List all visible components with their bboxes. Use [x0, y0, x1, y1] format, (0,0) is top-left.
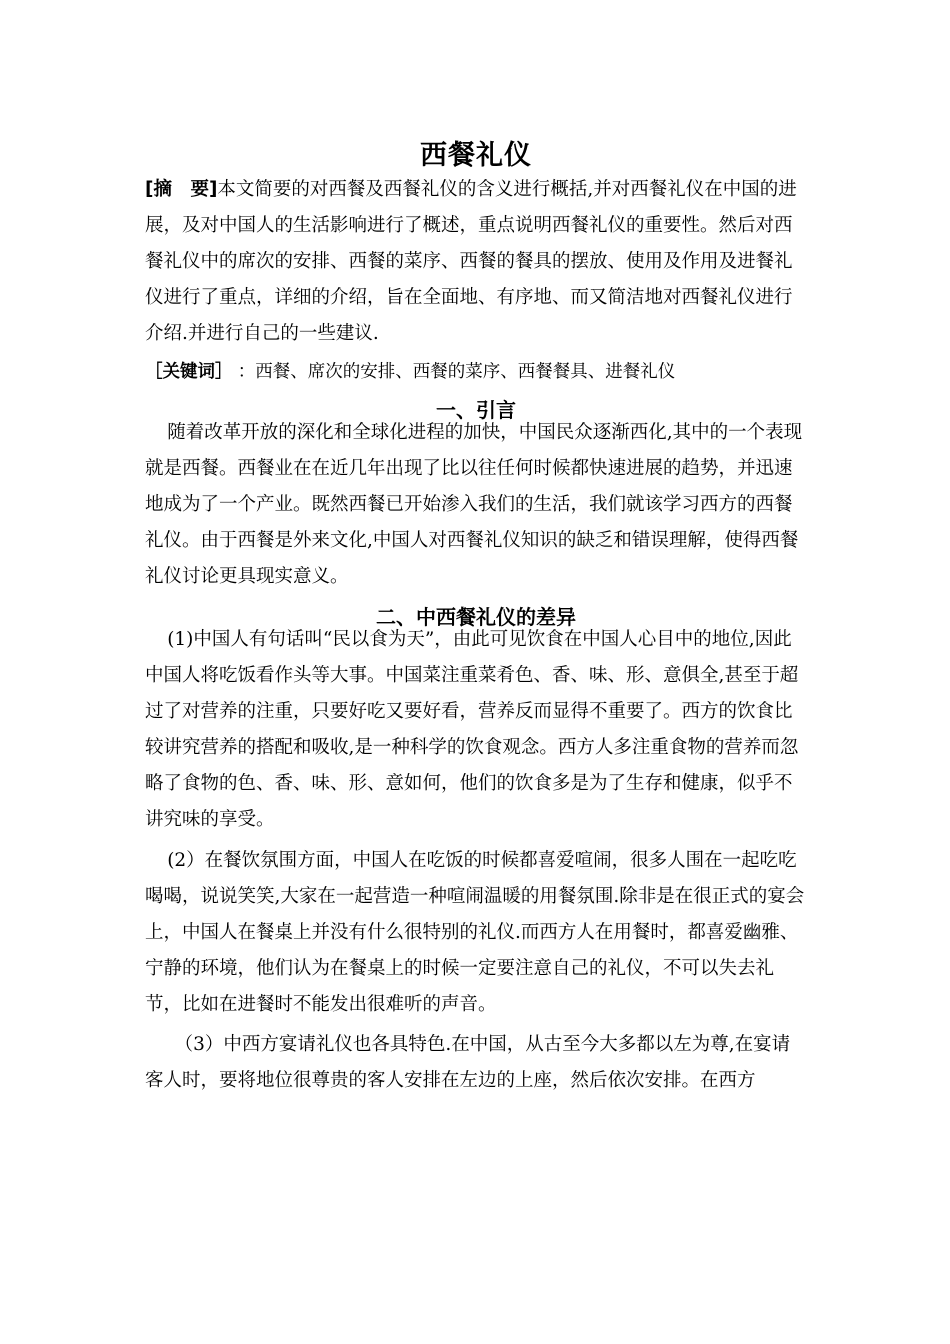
abstract-text: 本文简要的对西餐及西餐礼仪的含义进行概括,并对西餐礼仪在中国的进展，及对中国人的生活影响进行了概述，重点说明西餐礼仪的重要性。然后对西餐礼仪中的席次的安排、西餐的菜序、西餐的餐具的摆放、使用及作用及进餐礼仪进行了重点，详细的介绍，旨在全面地、有序地、而又简洁地对西餐礼仪进行介绍.并进行自己的一些建议. — [145, 179, 797, 344]
keywords-label: ［关键词］ — [145, 362, 224, 382]
document-title: 西餐礼仪 — [420, 140, 532, 171]
keywords-text: ：西餐、席次的安排、西餐的菜序、西餐餐具、进餐礼仪 — [237, 362, 676, 382]
abstract-label: [摘 要] — [145, 179, 218, 200]
section2-paragraph-1: (1)中国人有句话叫“民以食为天”，由此可见饮食在中国人心目中的地位,因此中国人将吃饭看作头等大事。中国菜注重菜肴色、香、味、形、意俱全,甚至于超过了对营养的注重，只要好吃又要好看，营养反而显得不重要了。西方的饮食比较讲究营养的搭配和吸收,是一种科学的饮食观念。西方人多注重食物的营养而忽略了食物的色、香、味、形、意如何，他们的饮食多是为了生存和健康，似乎不讲究味的享受。 — [145, 629, 799, 830]
section2-paragraph-2: (2）在餐饮氛围方面，中国人在吃饭的时候都喜爱喧闹，很多人围在一起吃吃喝喝，说说笑笑,大家在一起营造一种喧闹温暖的用餐氛围.除非是在很正式的宴会上，中国人在餐桌上并没有什么很特别的礼仪.而西方人在用餐时，都喜爱幽雅、宁静的环境，他们认为在餐桌上的时候一定要注意自己的礼仪，不可以失去礼节，比如在进餐时不能发出很难听的声音。 — [145, 850, 805, 1015]
section1-heading: 一、引言 — [436, 398, 516, 422]
section1-paragraph: 随着改革开放的深化和全球化进程的加快，中国民众逐渐西化,其中的一个表现就是西餐。西餐业在在近几年出现了比以往任何时候都快速进展的趋势，并迅速地成为了一个产业。既然西餐已开始渗入我们的生活，我们就该学习西方的西餐礼仪。由于西餐是外来文化,中国人对西餐礼仪知识的缺乏和错误理解，使得西餐礼仪讨论更具现实意义。 — [145, 422, 803, 587]
section2-paragraph-3: （3）中西方宴请礼仪也各具特色.在中国，从古至今大多都以左为尊,在宴请客人时，要将地位很尊贵的客人安排在左边的上座，然后依次安排。在西方 — [145, 1034, 791, 1091]
section2-heading: 二、中西餐礼仪的差异 — [376, 605, 576, 629]
keywords-line — [145, 358, 807, 383]
abstract-paragraph — [145, 172, 807, 352]
